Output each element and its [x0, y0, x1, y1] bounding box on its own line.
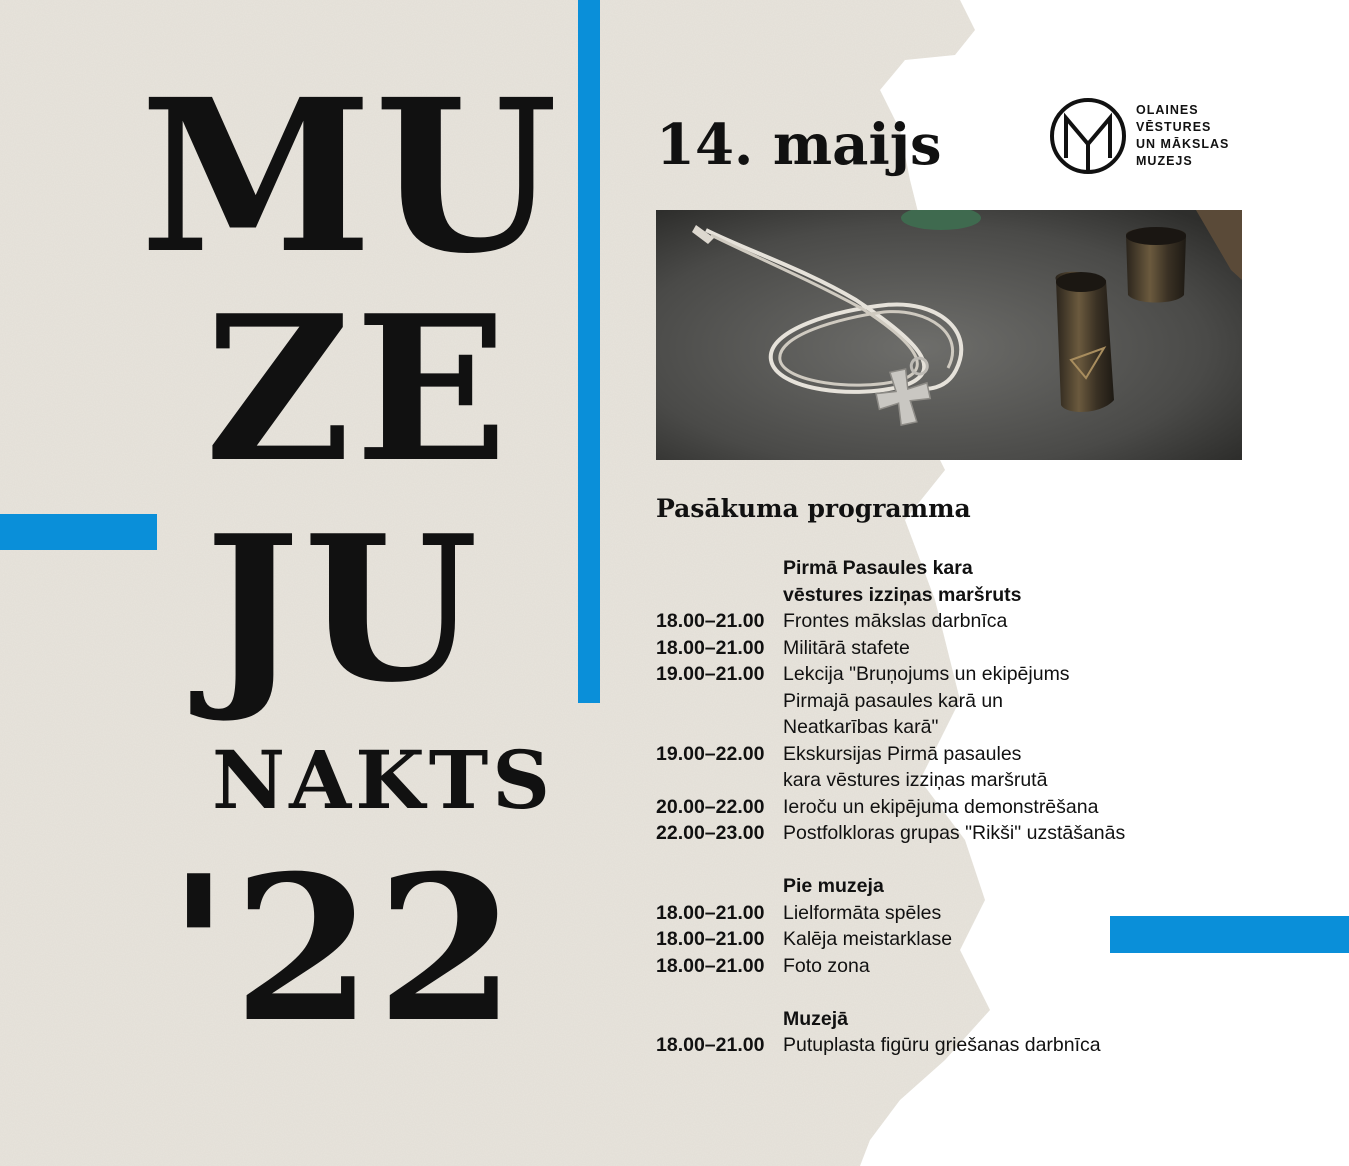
item-time: 18.00–21.00 [656, 610, 765, 632]
item-desc: Lielformāta spēles [783, 901, 942, 924]
section-heading [656, 1006, 1216, 1033]
schedule-item-cont [656, 714, 1216, 741]
item-time: 18.00–21.00 [656, 1034, 765, 1056]
item-time: 18.00–21.00 [656, 954, 765, 977]
photo-cross-necklace-and-artifacts [656, 210, 1242, 460]
section-heading [656, 873, 1216, 900]
item-desc: Putuplasta figūru griešanas darbnīca [783, 1034, 1101, 1056]
event-date: 14. maijs [656, 112, 942, 178]
schedule-item [656, 608, 1216, 635]
item-desc: Frontes mākslas darbnīca [783, 610, 1008, 632]
section-heading [656, 582, 1216, 609]
schedule-item-cont [656, 688, 1216, 715]
schedule-item-cont [656, 767, 1216, 794]
title-ze: ZE [205, 272, 512, 507]
section-heading-line: Muzejā [783, 1007, 849, 1030]
schedule-item [656, 794, 1216, 821]
schedule-item [656, 900, 1216, 927]
item-desc: Postfolkloras grupas "Rikši" uzstāšanās [783, 822, 1126, 844]
museum-name-line: VĒSTURES [1136, 120, 1212, 134]
item-time: 18.00–21.00 [656, 901, 765, 924]
item-desc: Neatkarības karā" [783, 716, 939, 738]
schedule-item [656, 661, 1216, 688]
item-time: 19.00–22.00 [656, 742, 765, 765]
title-year: '22 [168, 832, 520, 1067]
schedule-item [656, 926, 1216, 953]
item-time: 22.00–23.00 [656, 822, 765, 844]
schedule [656, 555, 1216, 1059]
title-ju: JU [205, 492, 483, 727]
item-desc: Foto zona [783, 954, 870, 977]
item-time: 18.00–21.00 [656, 928, 765, 950]
title-nakts: NAKTS [212, 733, 555, 827]
schedule-item [656, 741, 1216, 768]
museum-m-circle-logo-icon [1048, 96, 1128, 176]
item-desc: Ekskursijas Pirmā pasaules [783, 742, 1022, 765]
museum-name-line: UN MĀKSLAS [1136, 137, 1230, 151]
item-desc: Pirmajā pasaules karā un [783, 689, 1004, 712]
schedule-item [656, 953, 1216, 980]
item-desc: Ieroču un ekipējuma demonstrēšana [783, 795, 1099, 818]
item-desc: kara vēstures izziņas maršrutā [783, 769, 1048, 791]
section-heading-line: Pie muzeja [783, 875, 884, 897]
schedule-item [656, 1032, 1216, 1059]
program-title: Pasākuma programma [656, 494, 971, 523]
item-desc: Militārā stafete [783, 636, 910, 659]
item-time: 20.00–22.00 [656, 795, 765, 818]
museum-name-line: OLAINES [1136, 103, 1199, 117]
museum-name-line: MUZEJS [1136, 154, 1193, 168]
accent-bar-left [0, 514, 157, 550]
schedule-item [656, 820, 1216, 847]
section-heading [656, 555, 1216, 582]
schedule-item [656, 635, 1216, 662]
title-mu: MU [140, 53, 560, 300]
section-heading-line: Pirmā Pasaules kara [783, 557, 973, 579]
museum-name [1136, 102, 1229, 170]
item-time: 19.00–21.00 [656, 663, 765, 685]
accent-bar-vertical [578, 0, 600, 703]
item-time: 18.00–21.00 [656, 636, 765, 659]
museum-logo [1048, 96, 1248, 176]
item-desc: Kalēja meistarklase [783, 928, 953, 950]
section-heading-line: vēstures izziņas maršruts [783, 583, 1022, 606]
item-desc: Lekcija "Bruņojums un ekipējums [783, 663, 1070, 685]
